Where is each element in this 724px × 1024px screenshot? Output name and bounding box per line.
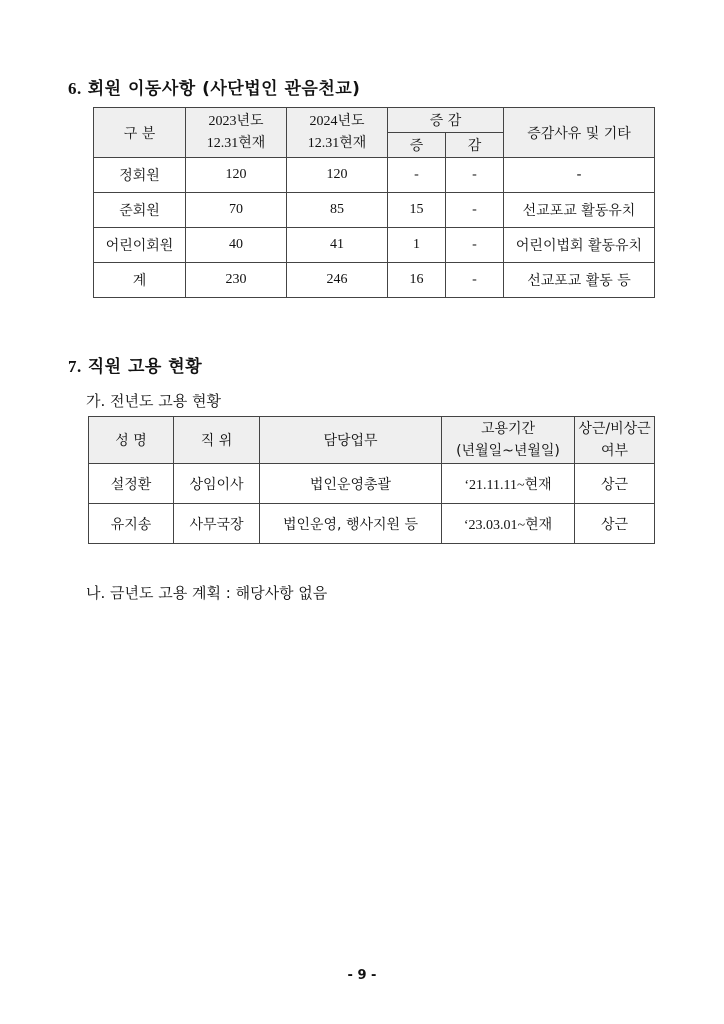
subsection-a-title: 가. 전년도 고용 현황 (86, 392, 221, 410)
cell-2023: 70 (186, 193, 287, 228)
cell-increase: - (388, 158, 446, 193)
cell-decrease: - (446, 228, 504, 263)
header-fulltime-line1: 상근/비상근 (578, 421, 651, 437)
cell-decrease: - (446, 193, 504, 228)
cell-reason: 어린이법회 활동유치 (504, 228, 655, 263)
member-change-table (93, 107, 655, 298)
cell-reason: - (504, 158, 655, 193)
cell-reason: 선교포교 활동유치 (504, 193, 655, 228)
cell-category: 정회원 (94, 158, 186, 193)
cell-period: ‘21.11.11~현재 (442, 464, 575, 504)
header-period-line2: (년월일~년월일) (456, 443, 560, 459)
cell-2024: 246 (287, 263, 388, 298)
cell-decrease: - (446, 263, 504, 298)
section-7-title (68, 352, 202, 377)
cell-decrease: - (446, 158, 504, 193)
cell-increase: 1 (388, 228, 446, 263)
section-6-title (68, 74, 360, 99)
cell-2024: 41 (287, 228, 388, 263)
table-row (94, 228, 655, 263)
cell-category: 준회원 (94, 193, 186, 228)
table-row (94, 193, 655, 228)
table-row (89, 504, 655, 544)
header-period (442, 417, 575, 464)
table-row (94, 158, 655, 193)
cell-increase: 16 (388, 263, 446, 298)
cell-position: 사무국장 (174, 504, 260, 544)
section-6-title-text: 회원 이동사항 (사단법인 관음천교) (87, 79, 361, 99)
header-row (89, 417, 655, 464)
cell-fulltime: 상근 (575, 464, 655, 504)
cell-category: 계 (94, 263, 186, 298)
header-2023-line2: 12.31현재 (206, 135, 266, 151)
header-2024-line1: 2024년도 (309, 113, 365, 129)
cell-duty: 법인운영총괄 (260, 464, 442, 504)
header-2023-line1: 2023년도 (208, 113, 264, 129)
cell-reason: 선교포교 활동 등 (504, 263, 655, 298)
cell-period: ‘23.03.01~현재 (442, 504, 575, 544)
header-reason: 증감사유 및 기타 (504, 108, 655, 158)
header-increase: 증 (388, 133, 446, 158)
section-7-title-text: 직원 고용 현황 (87, 357, 203, 377)
header-decrease: 감 (446, 133, 504, 158)
page-number: - 9 - (347, 968, 377, 983)
table-row (89, 464, 655, 504)
cell-2024: 120 (287, 158, 388, 193)
section-7-number: 7. (68, 357, 82, 376)
cell-2023: 120 (186, 158, 287, 193)
header-position: 직 위 (174, 417, 260, 464)
header-fulltime-line2: 여부 (600, 443, 629, 459)
cell-name: 유지송 (89, 504, 174, 544)
cell-name: 설정환 (89, 464, 174, 504)
cell-position: 상임이사 (174, 464, 260, 504)
cell-duty: 법인운영, 행사지원 등 (260, 504, 442, 544)
header-name: 성 명 (89, 417, 174, 464)
section-6-number: 6. (68, 79, 82, 98)
cell-category: 어린이회원 (94, 228, 186, 263)
subsection-b-title: 나. 금년도 고용 계획 : 해당사항 없음 (86, 584, 328, 602)
header-row (94, 108, 655, 133)
cell-2023: 230 (186, 263, 287, 298)
header-change: 증 감 (388, 108, 504, 133)
header-period-line1: 고용기간 (480, 421, 536, 437)
table-row-total (94, 263, 655, 298)
header-duty: 담당업무 (260, 417, 442, 464)
header-2023 (186, 108, 287, 158)
cell-2024: 85 (287, 193, 388, 228)
header-2024 (287, 108, 388, 158)
header-2024-line2: 12.31현재 (307, 135, 367, 151)
cell-increase: 15 (388, 193, 446, 228)
cell-fulltime: 상근 (575, 504, 655, 544)
cell-2023: 40 (186, 228, 287, 263)
staff-table (88, 416, 655, 544)
header-fulltime (575, 417, 655, 464)
header-category: 구 분 (94, 108, 186, 158)
